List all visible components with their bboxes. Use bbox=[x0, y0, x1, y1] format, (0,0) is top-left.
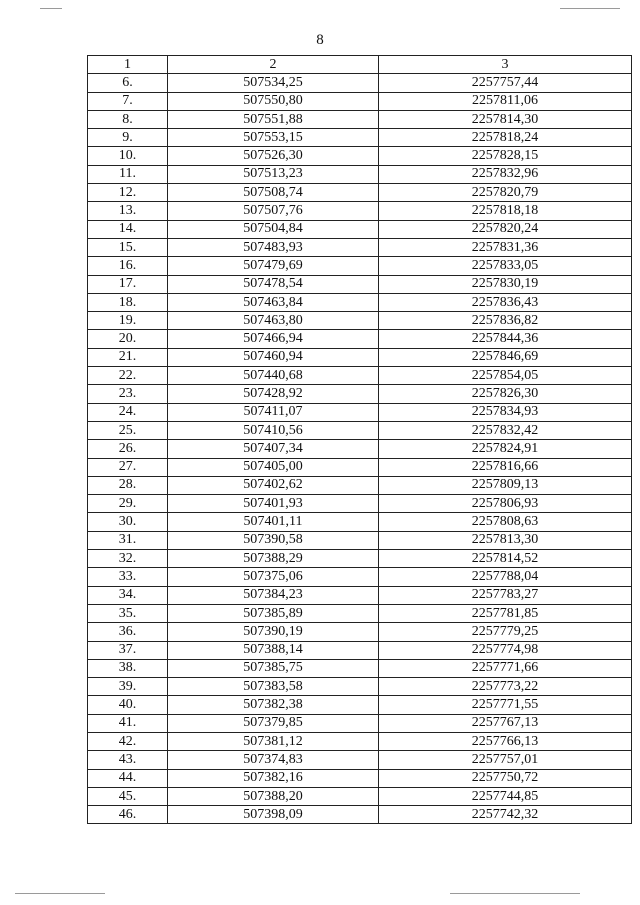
column-header-3: 3 bbox=[379, 56, 632, 74]
x-coordinate-cell: 507553,15 bbox=[168, 129, 379, 147]
y-coordinate-cell: 2257814,52 bbox=[379, 550, 632, 568]
point-number-cell: 10. bbox=[88, 147, 168, 165]
point-number-cell: 22. bbox=[88, 367, 168, 385]
x-coordinate-cell: 507388,14 bbox=[168, 641, 379, 659]
point-number-cell: 28. bbox=[88, 476, 168, 494]
x-coordinate-cell: 507390,58 bbox=[168, 531, 379, 549]
table-row bbox=[88, 257, 632, 275]
y-coordinate-cell: 2257813,30 bbox=[379, 531, 632, 549]
point-number-cell: 7. bbox=[88, 92, 168, 110]
y-coordinate-cell: 2257832,42 bbox=[379, 421, 632, 439]
y-coordinate-cell: 2257836,82 bbox=[379, 312, 632, 330]
point-number-cell: 38. bbox=[88, 659, 168, 677]
x-coordinate-cell: 507402,62 bbox=[168, 476, 379, 494]
table-row bbox=[88, 586, 632, 604]
x-coordinate-cell: 507382,16 bbox=[168, 769, 379, 787]
y-coordinate-cell: 2257773,22 bbox=[379, 678, 632, 696]
point-number-cell: 18. bbox=[88, 293, 168, 311]
table-row bbox=[88, 623, 632, 641]
y-coordinate-cell: 2257826,30 bbox=[379, 385, 632, 403]
point-number-cell: 19. bbox=[88, 312, 168, 330]
table-row bbox=[88, 147, 632, 165]
point-number-cell: 17. bbox=[88, 275, 168, 293]
table-row bbox=[88, 641, 632, 659]
y-coordinate-cell: 2257816,66 bbox=[379, 458, 632, 476]
point-number-cell: 33. bbox=[88, 568, 168, 586]
x-coordinate-cell: 507479,69 bbox=[168, 257, 379, 275]
y-coordinate-cell: 2257767,13 bbox=[379, 714, 632, 732]
y-coordinate-cell: 2257809,13 bbox=[379, 476, 632, 494]
table-row bbox=[88, 495, 632, 513]
table-row bbox=[88, 421, 632, 439]
point-number-cell: 40. bbox=[88, 696, 168, 714]
table-row bbox=[88, 751, 632, 769]
x-coordinate-cell: 507388,29 bbox=[168, 550, 379, 568]
y-coordinate-cell: 2257836,43 bbox=[379, 293, 632, 311]
table-row bbox=[88, 330, 632, 348]
table-row bbox=[88, 403, 632, 421]
x-coordinate-cell: 507550,80 bbox=[168, 92, 379, 110]
point-number-cell: 15. bbox=[88, 238, 168, 256]
table-row bbox=[88, 531, 632, 549]
y-coordinate-cell: 2257811,06 bbox=[379, 92, 632, 110]
point-number-cell: 46. bbox=[88, 806, 168, 824]
x-coordinate-cell: 507407,34 bbox=[168, 440, 379, 458]
y-coordinate-cell: 2257771,66 bbox=[379, 659, 632, 677]
table-row bbox=[88, 220, 632, 238]
table-body bbox=[88, 74, 632, 824]
y-coordinate-cell: 2257757,44 bbox=[379, 74, 632, 92]
x-coordinate-cell: 507388,20 bbox=[168, 787, 379, 805]
table-row bbox=[88, 714, 632, 732]
x-coordinate-cell: 507384,23 bbox=[168, 586, 379, 604]
x-coordinate-cell: 507463,84 bbox=[168, 293, 379, 311]
table-row bbox=[88, 165, 632, 183]
x-coordinate-cell: 507551,88 bbox=[168, 110, 379, 128]
point-number-cell: 24. bbox=[88, 403, 168, 421]
table-row bbox=[88, 184, 632, 202]
point-number-cell: 13. bbox=[88, 202, 168, 220]
x-coordinate-cell: 507504,84 bbox=[168, 220, 379, 238]
point-number-cell: 26. bbox=[88, 440, 168, 458]
table-row bbox=[88, 732, 632, 750]
point-number-cell: 11. bbox=[88, 165, 168, 183]
table-row bbox=[88, 604, 632, 622]
y-coordinate-cell: 2257820,79 bbox=[379, 184, 632, 202]
table-row bbox=[88, 129, 632, 147]
x-coordinate-cell: 507405,00 bbox=[168, 458, 379, 476]
table-row bbox=[88, 568, 632, 586]
table-row bbox=[88, 312, 632, 330]
table-row bbox=[88, 659, 632, 677]
y-coordinate-cell: 2257750,72 bbox=[379, 769, 632, 787]
x-coordinate-cell: 507374,83 bbox=[168, 751, 379, 769]
x-coordinate-cell: 507478,54 bbox=[168, 275, 379, 293]
point-number-cell: 43. bbox=[88, 751, 168, 769]
x-coordinate-cell: 507526,30 bbox=[168, 147, 379, 165]
y-coordinate-cell: 2257814,30 bbox=[379, 110, 632, 128]
table-row bbox=[88, 202, 632, 220]
table-row bbox=[88, 787, 632, 805]
point-number-cell: 20. bbox=[88, 330, 168, 348]
point-number-cell: 34. bbox=[88, 586, 168, 604]
scan-artifact-top bbox=[560, 8, 620, 9]
x-coordinate-cell: 507375,06 bbox=[168, 568, 379, 586]
table-row bbox=[88, 348, 632, 366]
x-coordinate-cell: 507411,07 bbox=[168, 403, 379, 421]
x-coordinate-cell: 507508,74 bbox=[168, 184, 379, 202]
x-coordinate-cell: 507428,92 bbox=[168, 385, 379, 403]
point-number-cell: 36. bbox=[88, 623, 168, 641]
x-coordinate-cell: 507410,56 bbox=[168, 421, 379, 439]
table-row bbox=[88, 806, 632, 824]
table-row bbox=[88, 92, 632, 110]
y-coordinate-cell: 2257833,05 bbox=[379, 257, 632, 275]
y-coordinate-cell: 2257818,18 bbox=[379, 202, 632, 220]
x-coordinate-cell: 507440,68 bbox=[168, 367, 379, 385]
point-number-cell: 45. bbox=[88, 787, 168, 805]
x-coordinate-cell: 507381,12 bbox=[168, 732, 379, 750]
column-header-2: 2 bbox=[168, 56, 379, 74]
y-coordinate-cell: 2257781,85 bbox=[379, 604, 632, 622]
point-number-cell: 9. bbox=[88, 129, 168, 147]
point-number-cell: 42. bbox=[88, 732, 168, 750]
point-number-cell: 39. bbox=[88, 678, 168, 696]
y-coordinate-cell: 2257818,24 bbox=[379, 129, 632, 147]
y-coordinate-cell: 2257828,15 bbox=[379, 147, 632, 165]
y-coordinate-cell: 2257832,96 bbox=[379, 165, 632, 183]
table-row bbox=[88, 74, 632, 92]
table-row bbox=[88, 550, 632, 568]
y-coordinate-cell: 2257806,93 bbox=[379, 495, 632, 513]
table-header-row bbox=[88, 56, 632, 74]
point-number-cell: 30. bbox=[88, 513, 168, 531]
x-coordinate-cell: 507463,80 bbox=[168, 312, 379, 330]
table-row bbox=[88, 293, 632, 311]
point-number-cell: 41. bbox=[88, 714, 168, 732]
y-coordinate-cell: 2257766,13 bbox=[379, 732, 632, 750]
page-number: 8 bbox=[316, 32, 324, 48]
y-coordinate-cell: 2257846,69 bbox=[379, 348, 632, 366]
x-coordinate-cell: 507398,09 bbox=[168, 806, 379, 824]
table-row bbox=[88, 385, 632, 403]
point-number-cell: 6. bbox=[88, 74, 168, 92]
x-coordinate-cell: 507483,93 bbox=[168, 238, 379, 256]
table-row bbox=[88, 476, 632, 494]
point-number-cell: 32. bbox=[88, 550, 168, 568]
scan-artifact-bottom bbox=[15, 893, 105, 894]
scan-artifact-bottom bbox=[450, 893, 580, 894]
y-coordinate-cell: 2257757,01 bbox=[379, 751, 632, 769]
point-number-cell: 12. bbox=[88, 184, 168, 202]
x-coordinate-cell: 507382,38 bbox=[168, 696, 379, 714]
table-row bbox=[88, 513, 632, 531]
y-coordinate-cell: 2257808,63 bbox=[379, 513, 632, 531]
y-coordinate-cell: 2257844,36 bbox=[379, 330, 632, 348]
x-coordinate-cell: 507460,94 bbox=[168, 348, 379, 366]
table-row bbox=[88, 238, 632, 256]
table-row bbox=[88, 275, 632, 293]
coordinates-table bbox=[87, 55, 632, 824]
table-row bbox=[88, 440, 632, 458]
point-number-cell: 23. bbox=[88, 385, 168, 403]
y-coordinate-cell: 2257779,25 bbox=[379, 623, 632, 641]
x-coordinate-cell: 507401,11 bbox=[168, 513, 379, 531]
table-row bbox=[88, 696, 632, 714]
y-coordinate-cell: 2257831,36 bbox=[379, 238, 632, 256]
point-number-cell: 21. bbox=[88, 348, 168, 366]
x-coordinate-cell: 507390,19 bbox=[168, 623, 379, 641]
table-row bbox=[88, 110, 632, 128]
point-number-cell: 16. bbox=[88, 257, 168, 275]
y-coordinate-cell: 2257830,19 bbox=[379, 275, 632, 293]
y-coordinate-cell: 2257824,91 bbox=[379, 440, 632, 458]
y-coordinate-cell: 2257783,27 bbox=[379, 586, 632, 604]
y-coordinate-cell: 2257742,32 bbox=[379, 806, 632, 824]
scan-artifact-top bbox=[40, 8, 62, 9]
x-coordinate-cell: 507507,76 bbox=[168, 202, 379, 220]
x-coordinate-cell: 507466,94 bbox=[168, 330, 379, 348]
x-coordinate-cell: 507401,93 bbox=[168, 495, 379, 513]
column-header-1: 1 bbox=[88, 56, 168, 74]
point-number-cell: 35. bbox=[88, 604, 168, 622]
y-coordinate-cell: 2257771,55 bbox=[379, 696, 632, 714]
point-number-cell: 8. bbox=[88, 110, 168, 128]
table-row bbox=[88, 769, 632, 787]
y-coordinate-cell: 2257774,98 bbox=[379, 641, 632, 659]
x-coordinate-cell: 507385,75 bbox=[168, 659, 379, 677]
x-coordinate-cell: 507513,23 bbox=[168, 165, 379, 183]
y-coordinate-cell: 2257854,05 bbox=[379, 367, 632, 385]
y-coordinate-cell: 2257834,93 bbox=[379, 403, 632, 421]
table-row bbox=[88, 678, 632, 696]
y-coordinate-cell: 2257744,85 bbox=[379, 787, 632, 805]
table-row bbox=[88, 367, 632, 385]
point-number-cell: 37. bbox=[88, 641, 168, 659]
point-number-cell: 44. bbox=[88, 769, 168, 787]
x-coordinate-cell: 507385,89 bbox=[168, 604, 379, 622]
point-number-cell: 27. bbox=[88, 458, 168, 476]
table-row bbox=[88, 458, 632, 476]
x-coordinate-cell: 507534,25 bbox=[168, 74, 379, 92]
x-coordinate-cell: 507379,85 bbox=[168, 714, 379, 732]
point-number-cell: 29. bbox=[88, 495, 168, 513]
point-number-cell: 14. bbox=[88, 220, 168, 238]
y-coordinate-cell: 2257820,24 bbox=[379, 220, 632, 238]
point-number-cell: 25. bbox=[88, 421, 168, 439]
x-coordinate-cell: 507383,58 bbox=[168, 678, 379, 696]
point-number-cell: 31. bbox=[88, 531, 168, 549]
y-coordinate-cell: 2257788,04 bbox=[379, 568, 632, 586]
